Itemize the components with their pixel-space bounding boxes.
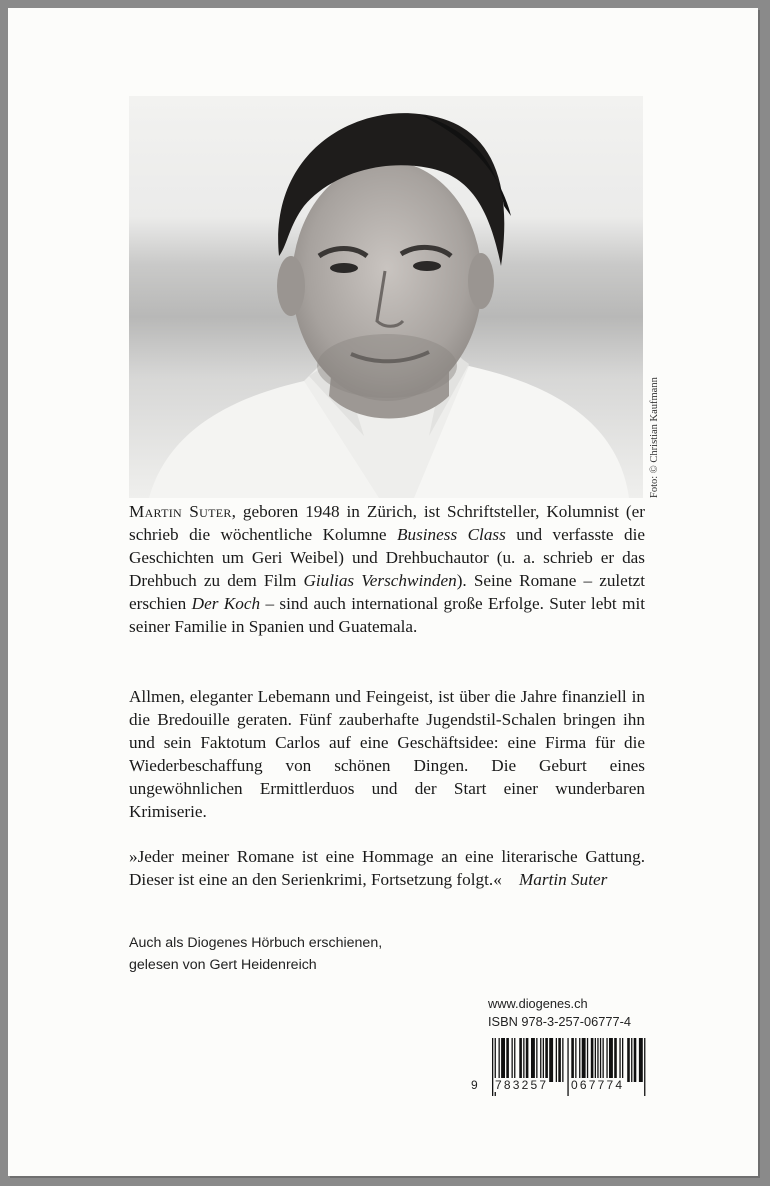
audiobook-line-1: Auch als Diogenes Hörbuch erschienen, — [129, 935, 383, 951]
barcode-bar — [619, 1038, 620, 1082]
barcode-bar — [582, 1038, 586, 1082]
photo-credit: Foto: © Christian Kaufmann — [649, 377, 660, 498]
book-blurb: Allmen, eleganter Lebemann und Feingeist, ist über die Jahre finanziell in die Bredouille geraten. Fünf zauberhafte Jugendstil-Schalen bringen ihn und sein Faktotum Carlos auf eine Geschäftsidee: eine Firma für die Wiederbeschaffung von schönen Dingen. Die Geburt eines ungewöhnlichen Ermittlerduos und der Start einer wunderbaren Krimiserie. — [129, 687, 645, 821]
barcode-bar — [571, 1038, 574, 1082]
barcode-bar — [631, 1038, 632, 1082]
barcode-bar — [587, 1038, 588, 1082]
barcode-bar — [591, 1038, 594, 1082]
film-title: Giulias Verschwinden — [303, 570, 457, 590]
barcode-bar — [579, 1038, 580, 1082]
barcode-bar — [603, 1038, 604, 1082]
publisher-website: www.diogenes.ch — [488, 996, 588, 1011]
author-quote: »Jeder meiner Romane ist eine Hommage an eine literarische Gattung. Dieser ist eine an den Serienkrimi, Fortsetzung folgt.« Martin Suter — [129, 847, 645, 889]
barcode-bar — [595, 1038, 596, 1082]
barcode-bar — [562, 1038, 563, 1082]
barcode-bar — [501, 1038, 505, 1082]
book-back-cover — [8, 8, 758, 1176]
barcode-bar — [549, 1038, 553, 1082]
barcode-bar — [536, 1038, 537, 1082]
barcode-bar — [506, 1038, 509, 1082]
audiobook-line-2: gelesen von Gert Heidenreich — [129, 957, 317, 973]
barcode-bar — [499, 1038, 500, 1082]
barcode-bar — [597, 1038, 598, 1082]
column-title: Business Class — [397, 524, 506, 544]
isbn-number: ISBN 978-3-257-06777-4 — [488, 1014, 631, 1029]
barcode-bar — [531, 1038, 535, 1082]
barcode-bar — [639, 1038, 643, 1082]
barcode-group-1: 783257 — [495, 1078, 549, 1092]
barcode-group-2: 067774 — [571, 1078, 625, 1092]
barcode-bar — [614, 1038, 617, 1082]
barcode-bar — [543, 1038, 544, 1082]
barcode-bar — [634, 1038, 637, 1082]
barcode-bar — [627, 1038, 630, 1082]
barcode-bar — [523, 1038, 524, 1082]
author-name: Martin Suter — [129, 502, 232, 521]
barcode-lead-digit: 9 — [471, 1078, 478, 1092]
audiobook-note — [129, 932, 382, 976]
publisher-info — [488, 995, 631, 1031]
author-photo — [129, 96, 643, 498]
novel-title: Der Koch — [191, 593, 261, 613]
barcode-bar — [526, 1038, 529, 1082]
quote-author: Martin Suter — [518, 869, 608, 889]
barcode-bar — [575, 1038, 576, 1082]
barcode-bar — [556, 1038, 557, 1082]
barcode-digits — [470, 1078, 650, 1094]
barcode-bar — [514, 1038, 515, 1082]
barcode-bar — [540, 1038, 541, 1082]
author-portrait-illustration — [129, 96, 643, 498]
barcode-bar — [622, 1038, 623, 1082]
barcode-bar — [606, 1038, 607, 1082]
barcode-bar — [512, 1038, 513, 1082]
barcode-bar — [545, 1038, 548, 1082]
author-biography: Martin Suter, geboren 1948 in Zürich, ist Schriftsteller, Kolumnist (er schrieb die wöchentliche Kolumne Business Class und verfasste die Geschichten um Geri Weibel) und Drehbuchautor (u. a. schrieb er das Drehbuch zu dem Film Giulias Verschwinden). Seine Romane – zuletzt erschien Der Koch – sind auch international große Erfolge. Suter lebt mit seiner Familie in Spanien und Guatemala. — [129, 502, 646, 636]
barcode-bar — [600, 1038, 601, 1082]
barcode-bar — [609, 1038, 613, 1082]
barcode-bar — [519, 1038, 522, 1082]
barcode-bar — [558, 1038, 561, 1082]
